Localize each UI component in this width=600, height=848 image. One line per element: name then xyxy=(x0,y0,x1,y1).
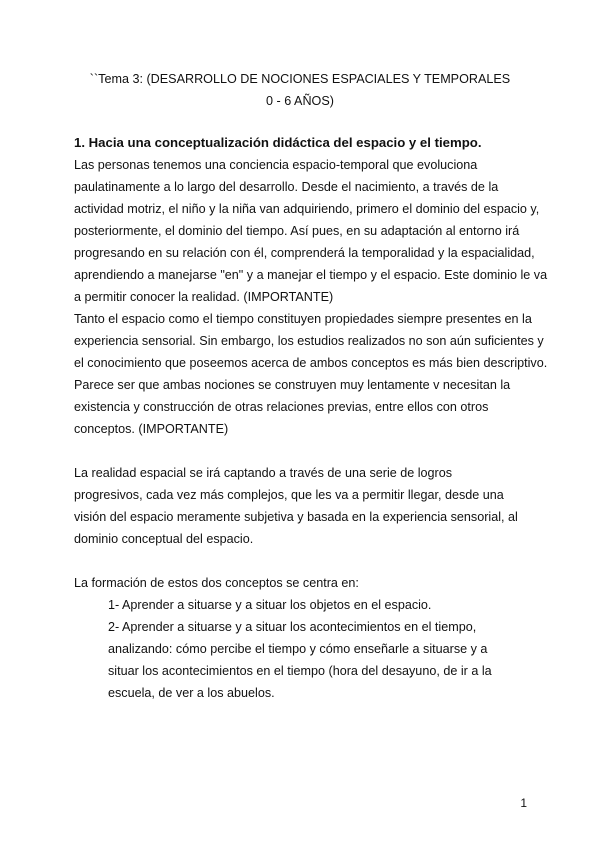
paragraph-gap xyxy=(74,550,544,572)
concept-list xyxy=(74,594,544,704)
paragraph-line: paulatinamente a lo largo del desarrollo. Desde el nacimiento, a través de la xyxy=(74,180,499,194)
paragraph-line: el conocimiento que poseemos acerca de ambos conceptos es más bien descriptivo. xyxy=(74,356,548,370)
section-heading: 1. Hacia una conceptualización didáctica del espacio y el tiempo. xyxy=(74,135,482,150)
paragraph-line: experiencia sensorial. Sin embargo, los estudios realizados no son aún suficientes y xyxy=(74,334,544,348)
page-number: 1 xyxy=(520,796,527,810)
paragraph-1 xyxy=(74,154,548,308)
paragraph-line: dominio conceptual del espacio. xyxy=(74,532,254,546)
paragraph-line: aprendiendo a manejarse "en" y a manejar el tiempo y el espacio. Este dominio le va xyxy=(74,268,548,282)
paragraph-line: progresivos, cada vez más complejos, que les va a permitir llegar, desde una xyxy=(74,488,504,502)
title-line-2: 0 - 6 AÑOS) xyxy=(266,94,334,108)
paragraph-line: existencia y construcción de otras relaciones previas, entre ellos con otros xyxy=(74,400,489,414)
list-item-line: situar los acontecimientos en el tiempo (hora del desayuno, de ir a la xyxy=(108,664,492,678)
paragraph-line: progresando en su relación con él, comprenderá la temporalidad y la espacialidad, xyxy=(74,246,535,260)
paragraph-line: visión del espacio meramente subjetiva y basada en la experiencia sensorial, al xyxy=(74,510,518,524)
title-line-1: ``Tema 3: (DESARROLLO DE NOCIONES ESPACIALES Y TEMPORALES xyxy=(89,72,511,86)
paragraph-line: Tanto el espacio como el tiempo constituyen propiedades siempre presentes en la xyxy=(74,312,532,326)
paragraph-4: La formación de estos dos conceptos se centra en: xyxy=(74,576,359,590)
list-item-2 xyxy=(108,616,544,704)
paragraph-line: conceptos. (IMPORTANTE) xyxy=(74,422,229,436)
list-item-line: escuela, de ver a los abuelos. xyxy=(108,686,275,700)
document-body xyxy=(74,132,548,704)
paragraph-line: Las personas tenemos una conciencia espacio-temporal que evoluciona xyxy=(74,158,478,172)
document-title xyxy=(60,68,540,112)
paragraph-line: actividad motriz, el niño y la niña van adquiriendo, primero el dominio del espacio y, xyxy=(74,202,540,216)
paragraph-gap xyxy=(74,440,544,462)
paragraph-line: posteriormente, el dominio del tiempo. Así pues, en su adaptación al entorno irá xyxy=(74,224,520,238)
list-item-line: 2- Aprender a situarse y a situar los acontecimientos en el tiempo, xyxy=(108,620,477,634)
paragraph-line: La realidad espacial se irá captando a través de una serie de logros xyxy=(74,466,453,480)
paragraph-3 xyxy=(74,462,544,550)
paragraph-line: Parece ser que ambas nociones se construyen muy lentamente v necesitan la xyxy=(74,378,511,392)
paragraph-line: a permitir conocer la realidad. (IMPORTANTE) xyxy=(74,290,334,304)
list-item-line: analizando: cómo percibe el tiempo y cómo enseñarle a situarse y a xyxy=(108,642,488,656)
paragraph-2 xyxy=(74,308,548,440)
list-item-1: 1- Aprender a situarse y a situar los objetos en el espacio. xyxy=(108,598,432,612)
